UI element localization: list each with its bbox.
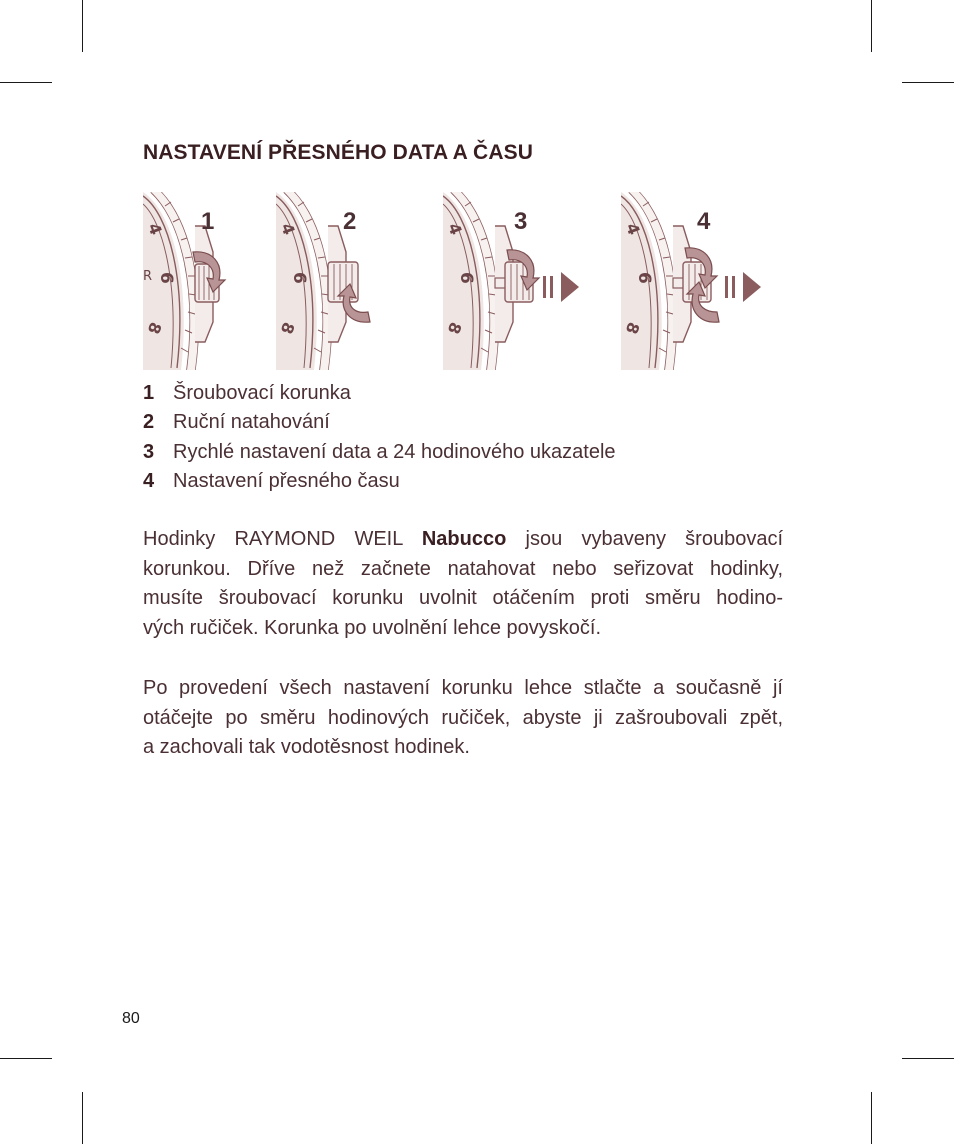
paragraph-line: Hodinky RAYMOND WEIL Nabucco jsou vybaveny šroubovací (143, 528, 784, 550)
list-item (143, 438, 616, 467)
step-number: 1 (143, 382, 155, 404)
paragraph-line: Po provedení všech nastavení korunku lehce stlačte a současně jí (143, 677, 783, 699)
paragraph-line: korunkou. Dříve než začnete natahovat nebo seřizovat hodinky, (143, 557, 783, 580)
dial-numeral: 4 (144, 220, 166, 238)
illustration-screw-crown (143, 192, 293, 370)
section-title: NASTAVENÍ PŘESNÉHO DATA A ČASU (143, 141, 533, 164)
dial-numeral: 6 (156, 272, 176, 284)
page-number: 80 (122, 1010, 140, 1027)
dial-numeral: 6 (634, 272, 654, 284)
closing-paragraph (143, 674, 783, 763)
list-item (143, 379, 616, 408)
crop-mark (871, 1092, 872, 1144)
crop-mark (871, 0, 872, 52)
step-text: Šroubovací korunka (173, 382, 351, 404)
crop-mark (0, 1058, 52, 1059)
crown-position-icon (543, 272, 579, 302)
list-item (143, 467, 616, 496)
crop-mark (0, 82, 52, 83)
dial-numeral: 8 (443, 319, 466, 337)
dial-numeral: 6 (289, 272, 309, 284)
brand-name: Nabucco (421, 528, 507, 550)
figure-number: 3 (514, 208, 528, 235)
illustration-precise-time-set (621, 192, 771, 370)
intro-paragraph (143, 525, 783, 643)
paragraph-line: musíte šroubovací korunku uvolnit otáčením proti směru hodino- (143, 587, 783, 609)
step-text: Ruční natahování (173, 411, 330, 434)
crown-position-icon (725, 272, 761, 302)
paragraph-line: vých ručiček. Korunka po uvolnění lehce povyskočí. (143, 616, 602, 639)
dial-numeral: 4 (277, 220, 299, 238)
list-item (143, 408, 616, 437)
step-number: 2 (143, 411, 155, 434)
step-number: 4 (143, 469, 155, 492)
dial-numeral: 8 (143, 319, 166, 337)
dial-numeral: 8 (276, 319, 299, 337)
crop-mark (82, 0, 83, 52)
step-text: Nastavení přesného času (173, 469, 400, 492)
step-text: Rychlé nastavení data a 24 hodinového ukazatele (173, 440, 616, 463)
paragraph-line: a zachovali tak vodotěsnost hodinek. (143, 736, 470, 758)
dial-numeral: 4 (622, 220, 644, 238)
figure-number: 1 (201, 208, 215, 235)
figure-number: 2 (343, 208, 357, 235)
dial-numeral: R (143, 269, 153, 284)
crop-mark (82, 1092, 83, 1144)
dial-numeral: 4 (444, 220, 466, 238)
step-number: 3 (143, 440, 155, 463)
steps-legend (143, 379, 616, 496)
crop-mark (902, 1058, 954, 1059)
dial-numeral: 8 (621, 319, 644, 337)
figure-number: 4 (697, 208, 711, 235)
crop-mark (902, 82, 954, 83)
dial-numeral: 6 (456, 272, 476, 284)
paragraph-line: otáčejte po směru hodinových ručiček, abyste ji zašroubovali zpět, (143, 706, 783, 729)
